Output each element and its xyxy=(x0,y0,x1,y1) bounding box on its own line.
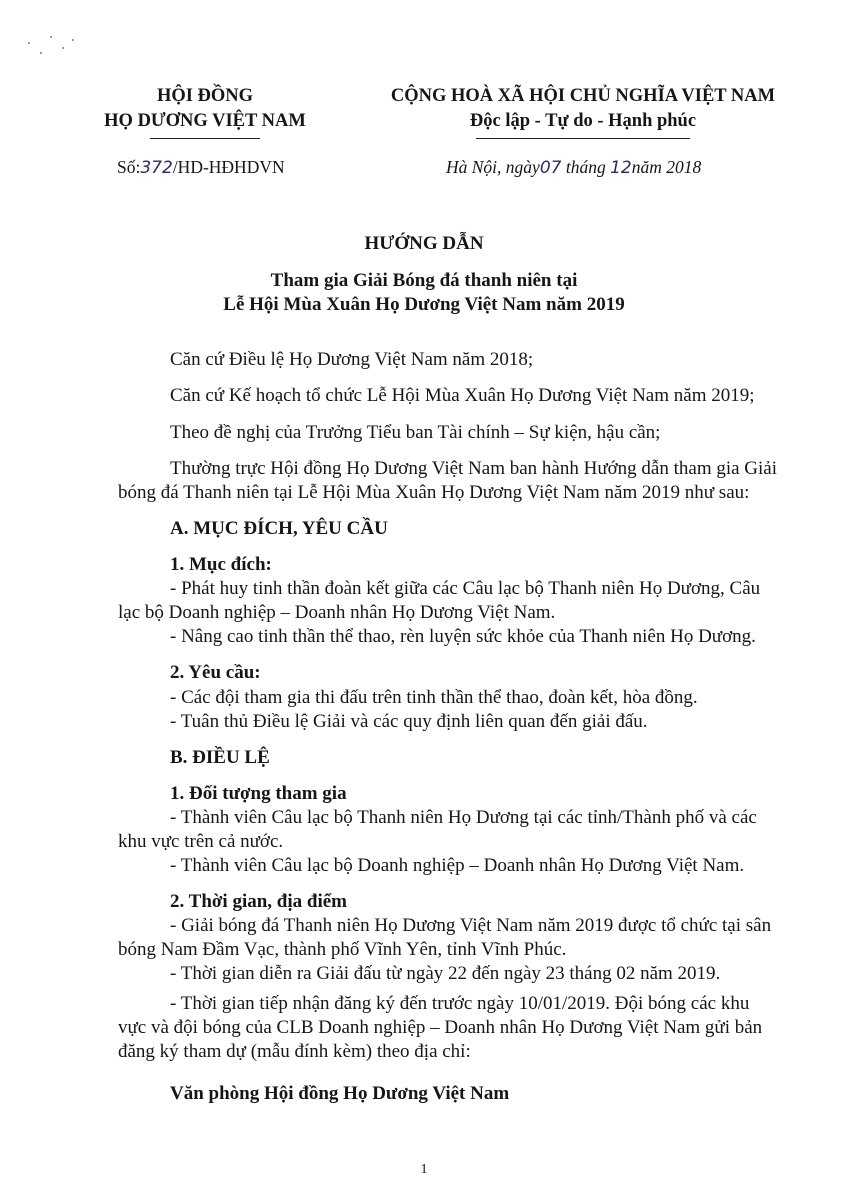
republic-name: CỘNG HOÀ XÃ HỘI CHỦ NGHĨA VIỆT NAM xyxy=(390,86,776,106)
document-title: HƯỚNG DẪN xyxy=(364,233,484,254)
section-a-sub1-heading: 1. Mục đích: xyxy=(170,554,272,575)
scan-speck xyxy=(72,39,74,41)
page-number: 1 xyxy=(420,1162,428,1177)
section-b-heading: B. ĐIỀU LỆ xyxy=(170,747,270,768)
date-middle: tháng xyxy=(565,157,606,177)
date-suffix: năm 2018 xyxy=(631,157,702,177)
document-subtitle-line2: Lễ Hội Mùa Xuân Họ Dương Việt Nam năm 2019 xyxy=(223,294,625,315)
section-a-heading: A. MỤC ĐÍCH, YÊU CẦU xyxy=(170,518,388,539)
office-heading: Văn phòng Hội đồng Họ Dương Việt Nam xyxy=(170,1083,510,1104)
org-name-line2: HỌ DƯƠNG VIỆT NAM xyxy=(104,111,306,131)
list-item: - Các đội tham gia thi đấu trên tinh thần thể thao, đoàn kết, hòa đồng. xyxy=(170,687,698,708)
document-number xyxy=(117,157,285,178)
motto: Độc lập - Tự do - Hạnh phúc xyxy=(469,111,697,131)
section-a-sub2-heading: 2. Yêu cầu: xyxy=(170,662,261,683)
handwritten-number: 372 xyxy=(140,158,173,178)
list-item: - Giải bóng đá Thanh niên Họ Dương Việt Nam năm 2019 được tổ chức tại sân xyxy=(170,915,772,936)
preamble-line: Căn cứ Điều lệ Họ Dương Việt Nam năm 2018; xyxy=(170,349,534,370)
list-item: - Thời gian diễn ra Giải đấu từ ngày 22 đến ngày 23 tháng 02 năm 2019. xyxy=(170,963,721,984)
place-date xyxy=(446,157,701,178)
org-name-line1: HỘI ĐỒNG xyxy=(156,86,254,106)
preamble-line: Căn cứ Kế hoạch tổ chức Lễ Hội Mùa Xuân Họ Dương Việt Nam năm 2019; xyxy=(170,385,755,406)
list-item-continuation: khu vực trên cả nước. xyxy=(118,831,284,852)
handwritten-month: 12 xyxy=(610,158,632,178)
intro-line1: Thường trực Hội đồng Họ Dương Việt Nam ban hành Hướng dẫn tham gia Giải xyxy=(170,458,778,479)
date-prefix: Hà Nội, ngày xyxy=(446,157,540,177)
document-subtitle-line1: Tham gia Giải Bóng đá thanh niên tại xyxy=(270,270,578,291)
list-item-continuation: lạc bộ Doanh nghiệp – Doanh nhân Họ Dương Việt Nam. xyxy=(118,602,556,623)
list-item: - Thời gian tiếp nhận đăng ký đến trước ngày 10/01/2019. Đội bóng các khu xyxy=(170,993,750,1014)
intro-line2: bóng đá Thanh niên tại Lễ Hội Mùa Xuân Họ Dương Việt Nam năm 2019 như sau: xyxy=(118,482,750,503)
list-item: - Tuân thủ Điều lệ Giải và các quy định liên quan đến giải đấu. xyxy=(170,711,648,732)
preamble-line: Theo đề nghị của Trưởng Tiểu ban Tài chính – Sự kiện, hậu cần; xyxy=(170,422,661,443)
org-underline xyxy=(150,138,260,139)
handwritten-day: 07 xyxy=(539,158,562,178)
list-item-continuation: vực và đội bóng của CLB Doanh nghiệp – Doanh nhân Họ Dương Việt Nam gửi bản xyxy=(118,1017,763,1038)
list-item: - Nâng cao tinh thần thể thao, rèn luyện sức khỏe của Thanh niên Họ Dương. xyxy=(170,626,756,647)
list-item: - Phát huy tinh thần đoàn kết giữa các Câu lạc bộ Thanh niên Họ Dương, Câu xyxy=(170,578,761,599)
motto-underline xyxy=(476,138,690,139)
scan-speck xyxy=(62,47,64,49)
list-item: - Thành viên Câu lạc bộ Thanh niên Họ Dương tại các tỉnh/Thành phố và các xyxy=(170,807,757,828)
list-item-continuation: bóng Nam Đầm Vạc, thành phố Vĩnh Yên, tỉnh Vĩnh Phúc. xyxy=(118,939,567,960)
document-number-suffix: /HD-HĐHDVN xyxy=(172,157,285,177)
scan-speck xyxy=(40,52,42,54)
scan-speck xyxy=(50,36,52,38)
document-number-prefix: Số: xyxy=(117,157,141,177)
scan-speck xyxy=(28,42,30,44)
section-b-sub1-heading: 1. Đối tượng tham gia xyxy=(170,783,347,804)
list-item-continuation: đăng ký tham dự (mẫu đính kèm) theo địa chỉ: xyxy=(118,1041,471,1062)
list-item: - Thành viên Câu lạc bộ Doanh nghiệp – Doanh nhân Họ Dương Việt Nam. xyxy=(170,855,745,876)
section-b-sub2-heading: 2. Thời gian, địa điểm xyxy=(170,891,347,912)
